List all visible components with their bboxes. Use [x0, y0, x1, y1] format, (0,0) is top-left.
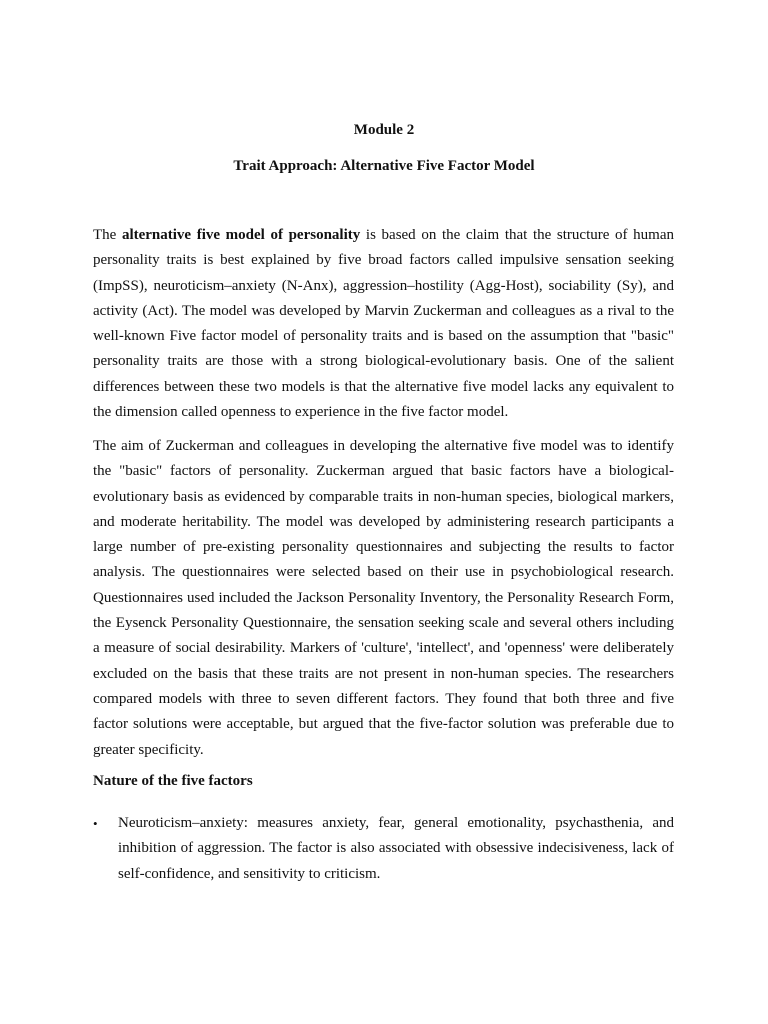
- paragraph-intro: [93, 223, 674, 425]
- list-item: [93, 811, 674, 887]
- section-heading: Nature of the five factors: [93, 773, 253, 789]
- module-label: Module 2: [353, 122, 415, 138]
- paragraph-development: The aim of Zuckerman and colleagues in developing the alternative five model was to identify the "basic" factors of personality. Zuckerman argued that basic factors have a biological-evolutionary basis as evidenced by comparable traits in non-human species, biological markers, and moderate heritability. The model was developed by administering research participants a large number of pre-existing personality questionnaires and subjecting the results to factor analysis. The questionnaires were selected based on their use in psychobiological research. Questionnaires used included the Jackson Personality Inventory, the Personality Research Form, the Eysenck Personality Questionnaire, the sensation seeking scale and several others including a measure of social desirability. Markers of 'culture', 'intellect', and 'openness' were deliberately excluded on the basis that these traits are not present in non-human species. The researchers compared models with three to seven different factors. They found that both three and five factor solutions were acceptable, but argued that the five-factor solution was preferable due to greater specificity.: [93, 438, 674, 758]
- paragraph-intro-lead: The: [93, 227, 122, 243]
- key-term: alternative five model of personality: [121, 227, 361, 243]
- factor-list: [93, 811, 674, 887]
- paragraph-intro-rest: is based on the claim that the structure of human personality traits is best explained by five broad factors called impulsive sensation seeking (ImpSS), neuroticism–anxiety (N-Anx), aggression–hostility (Agg-Host), sociability (Sy), and activity (Act). The model was developed by Marvin Zuckerman and colleagues as a rival to the well-known Five factor model of personality traits and is based on the assumption that "basic" personality traits are those with a strong biological-evolutionary basis. One of the salient differences between these two models is that the alternative five model lacks any equivalent to the dimension called openness to experience in the five factor model.: [93, 227, 674, 421]
- page-title: Trait Approach: Alternative Five Factor Model: [233, 158, 535, 174]
- list-item-text: Neuroticism–anxiety: measures anxiety, fear, general emotionality, psychasthenia, and inhibition of aggression. The factor is also associated with obsessive indecisiveness, lack of self-confidence, and sensitivity to criticism.: [118, 815, 674, 882]
- bullet-icon: •: [93, 816, 98, 831]
